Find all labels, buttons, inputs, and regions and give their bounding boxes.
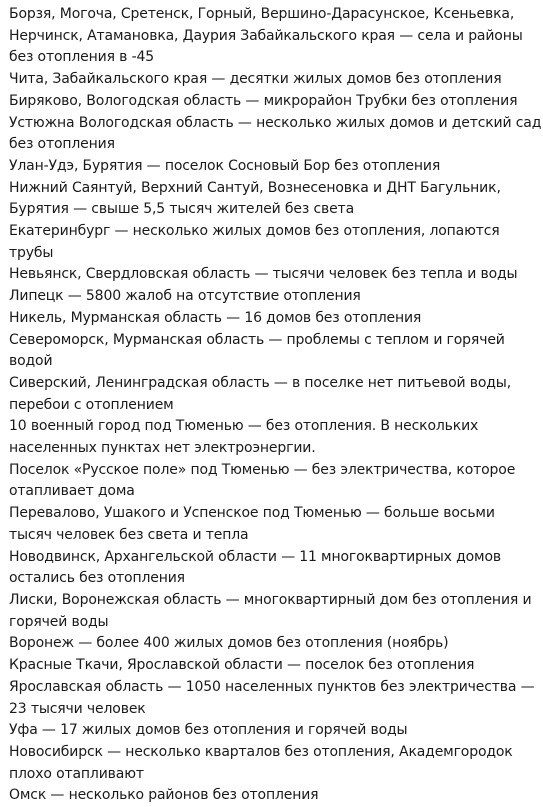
text-line: Нерчинск, Атамановка, Даурия Забайкальского края — села и районы xyxy=(9,27,523,44)
text-line: Невьянск, Свердловская область — тысячи человек без тепла и воды xyxy=(9,266,518,283)
text-line: Красные Ткачи, Ярославской области — поселок без отопления xyxy=(9,657,475,674)
text-line: 10 военный город под Тюменью — без отопления. В нескольких xyxy=(9,418,479,435)
text-line: Бурятия — свыше 5,5 тысяч жителей без света xyxy=(9,201,354,218)
text-line: Улан-Удэ, Бурятия — поселок Сосновый Бор без отопления xyxy=(9,157,441,174)
text-line: Сиверский, Ленинградская область — в поселке нет питьевой воды, xyxy=(9,374,512,391)
text-line: Устюжна Вологодская область — несколько жилых домов и детский сад xyxy=(9,114,542,131)
text-line: перебои с отоплением xyxy=(9,396,174,413)
text-line: без отопления в -45 xyxy=(9,49,154,66)
text-line: Перевалово, Ушакого и Успенское под Тюменью — больше восьми xyxy=(9,505,495,522)
text-line: плохо отапливают xyxy=(9,765,144,782)
text-line: трубы xyxy=(9,244,54,261)
text-line: Лиски, Воронежская область — многоквартирный дом без отопления и xyxy=(9,591,532,608)
text-line: 23 тысячи человек xyxy=(9,700,146,717)
text-line: Борзя, Могоча, Сретенск, Горный, Вершино-Дарасунское, Ксеньевка, xyxy=(9,6,515,22)
text-line: Ярославская область — 1050 населенных пунктов без электричества — xyxy=(9,678,535,695)
text-line: Нижний Саянтуй, Верхний Сантуй, Вознесеновка и ДНТ Багульник, xyxy=(9,179,501,196)
text-line: населенных пунктах нет электроэнергии. xyxy=(9,440,316,457)
text-line: отапливает дома xyxy=(9,483,135,500)
text-line: Никель, Мурманская область — 16 домов без отопления xyxy=(9,309,422,326)
text-line: горячей воды xyxy=(9,613,109,630)
text-line: Екатеринбург — несколько жилых домов без отопления, лопаются xyxy=(9,223,500,240)
text-line: Новосибирск — несколько кварталов без отопления, Академгородок xyxy=(9,743,513,760)
text-line: Уфа — 17 жилых домов без отопления и горячей воды xyxy=(9,722,408,739)
text-line: без отопления xyxy=(9,136,115,153)
text-line: водой xyxy=(9,353,53,370)
text-line: Воронеж — более 400 жилых домов без отопления (ноябрь) xyxy=(9,635,449,652)
text-line: тысяч человек без света и тепла xyxy=(9,526,249,543)
text-line: Чита, Забайкальского края — десятки жилых домов без отопления xyxy=(9,71,502,88)
text-line: Омск — несколько районов без отопления xyxy=(9,787,319,804)
text-line: Липецк — 5800 жалоб на отсутствие отопления xyxy=(9,288,361,305)
text-line: Североморск, Мурманская область — проблемы с теплом и горячей xyxy=(9,331,505,348)
text-line: Новодвинск, Архангельской области — 11 многоквартирных домов xyxy=(9,548,501,565)
text-line: Поселок «Русское поле» под Тюменью — без электричества, которое xyxy=(9,461,516,478)
text-line: остались без отопления xyxy=(9,570,185,587)
text-line: Биряково, Вологодская область — микрорайон Трубки без отопления xyxy=(9,92,518,109)
